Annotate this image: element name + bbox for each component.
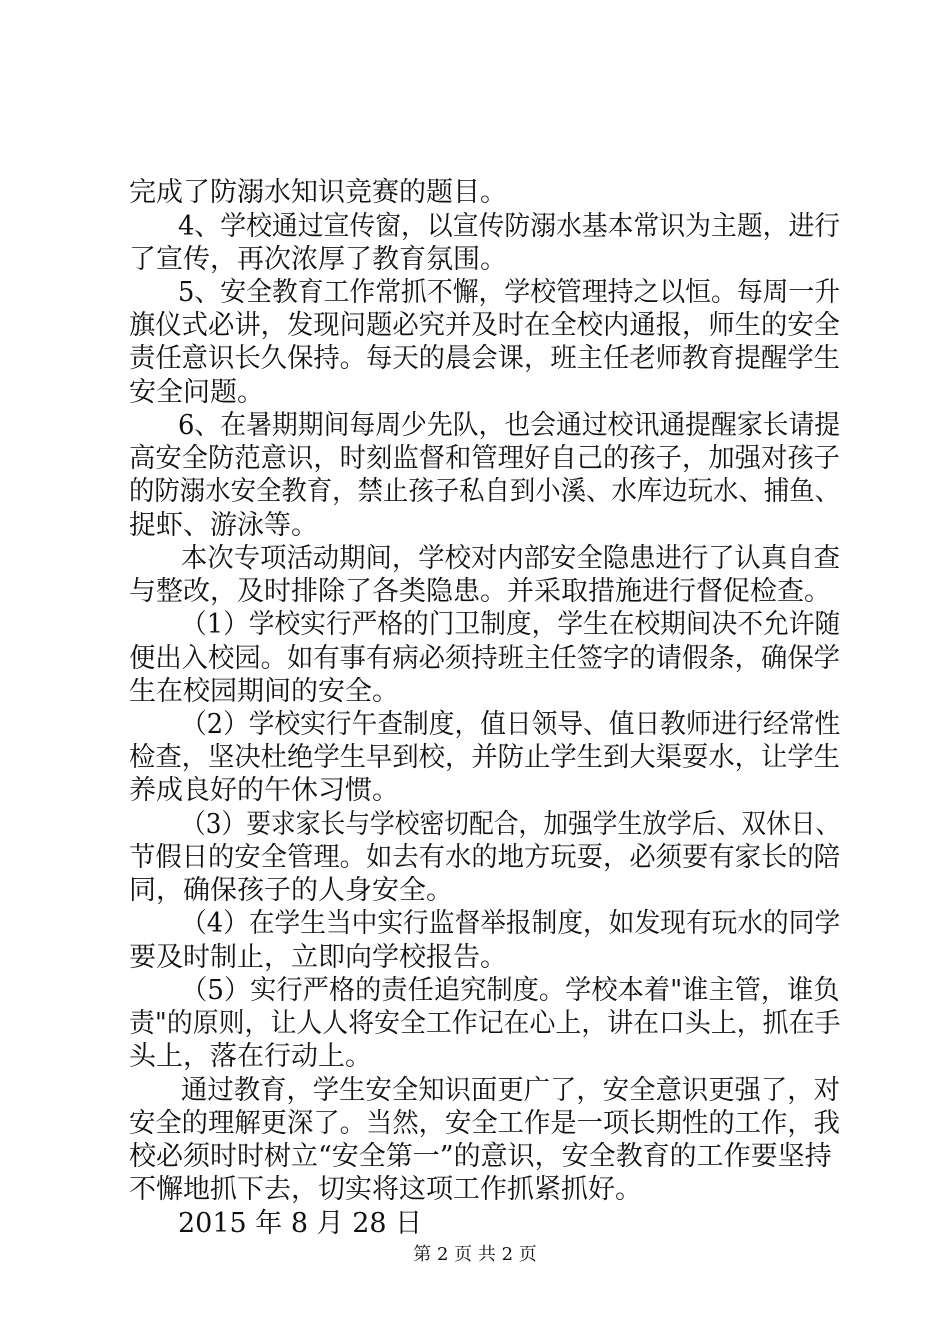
text-line-content: 节假日的安全管理。如去有水的地方玩耍，必须要有家长的陪 bbox=[129, 842, 840, 873]
text-line-content: 4、学校通过宣传窗，以宣传防溺水基本常识为主题，进行 bbox=[178, 211, 841, 242]
text-line-content: 便出入校园。如有事有病必须持班主任签字的请假条，确保学 bbox=[129, 643, 840, 674]
text-line-content: 安全的理解更深了。当然，安全工作是一项长期性的工作，我 bbox=[129, 1108, 840, 1139]
text-line-content: 安全问题。 bbox=[129, 377, 264, 408]
text-line-content: 6、在暑期期间每周少先队，也会通过校讯通提醒家长请提 bbox=[178, 410, 841, 441]
page-indicator: 第 2 页 共 2 页 bbox=[413, 1244, 537, 1265]
text-line-content: 生在校园期间的安全。 bbox=[129, 676, 399, 707]
document-date: 2015 年 8 月 28 日 bbox=[178, 1208, 423, 1239]
text-line-content: （2）学校实行午查制度，值日领导、值日教师进行经常性 bbox=[181, 709, 841, 740]
text-line-content: 了宣传，再次浓厚了教育氛围。 bbox=[129, 244, 507, 275]
text-line-content: 同，确保孩子的人身安全。 bbox=[129, 875, 453, 906]
text-line-content: 5、安全教育工作常抓不懈，学校管理持之以恒。每周一升 bbox=[178, 277, 841, 308]
text-line-content: 不懈地抓下去，切实将这项工作抓紧抓好。 bbox=[129, 1174, 642, 1205]
page-footer bbox=[0, 1243, 950, 1267]
text-line-content: （1）学校实行严格的门卫制度，学生在校期间决不允许随 bbox=[181, 609, 841, 640]
text-line-content: （4）在学生当中实行监督举报制度，如发现有玩水的同学 bbox=[181, 908, 841, 939]
text-line-content: 与整改，及时排除了各类隐患。并采取措施进行督促检查。 bbox=[129, 576, 831, 607]
text-line-content: 完成了防溺水知识竞赛的题目。 bbox=[129, 177, 507, 208]
text-line-content: 校必须时时树立“安全第一”的意识，安全教育的工作要坚持 bbox=[129, 1141, 832, 1172]
text-line-content: 高安全防范意识，时刻监督和管理好自己的孩子，加强对孩子 bbox=[129, 443, 840, 474]
text-line-content: 头上，落在行动上。 bbox=[129, 1041, 372, 1072]
date-line bbox=[0, 1204, 950, 1244]
text-line-content: 捉虾、游泳等。 bbox=[129, 510, 318, 541]
text-line-content: 本次专项活动期间，学校对内部安全隐患进行了认真自查 bbox=[181, 543, 841, 574]
text-line-content: 养成良好的午休习惯。 bbox=[129, 775, 399, 806]
text-line-content: 的防溺水安全教育，禁止孩子私自到小溪、水库边玩水、捕鱼、 bbox=[129, 476, 841, 507]
text-line-content: 要及时制止，立即向学校报告。 bbox=[129, 942, 507, 973]
text-line-content: 检查，坚决杜绝学生早到校，并防止学生到大渠耍水，让学生 bbox=[129, 742, 840, 773]
text-line-content: （5）实行严格的责任追究制度。学校本着"谁主管，谁负 bbox=[181, 975, 840, 1006]
text-line-content: 责任意识长久保持。每天的晨会课，班主任老师教育提醒学生 bbox=[129, 343, 840, 374]
text-line-content: 旗仪式必讲，发现问题必究并及时在全校内通报，师生的安全 bbox=[129, 310, 840, 341]
text-line-content: （3）要求家长与学校密切配合，加强学生放学后、双休日、 bbox=[181, 809, 841, 840]
text-line-content: 责"的原则，让人人将安全工作记在心上，讲在口头上，抓在手 bbox=[129, 1008, 841, 1039]
text-line-content: 通过教育，学生安全知识面更广了，安全意识更强了，对 bbox=[181, 1075, 841, 1106]
